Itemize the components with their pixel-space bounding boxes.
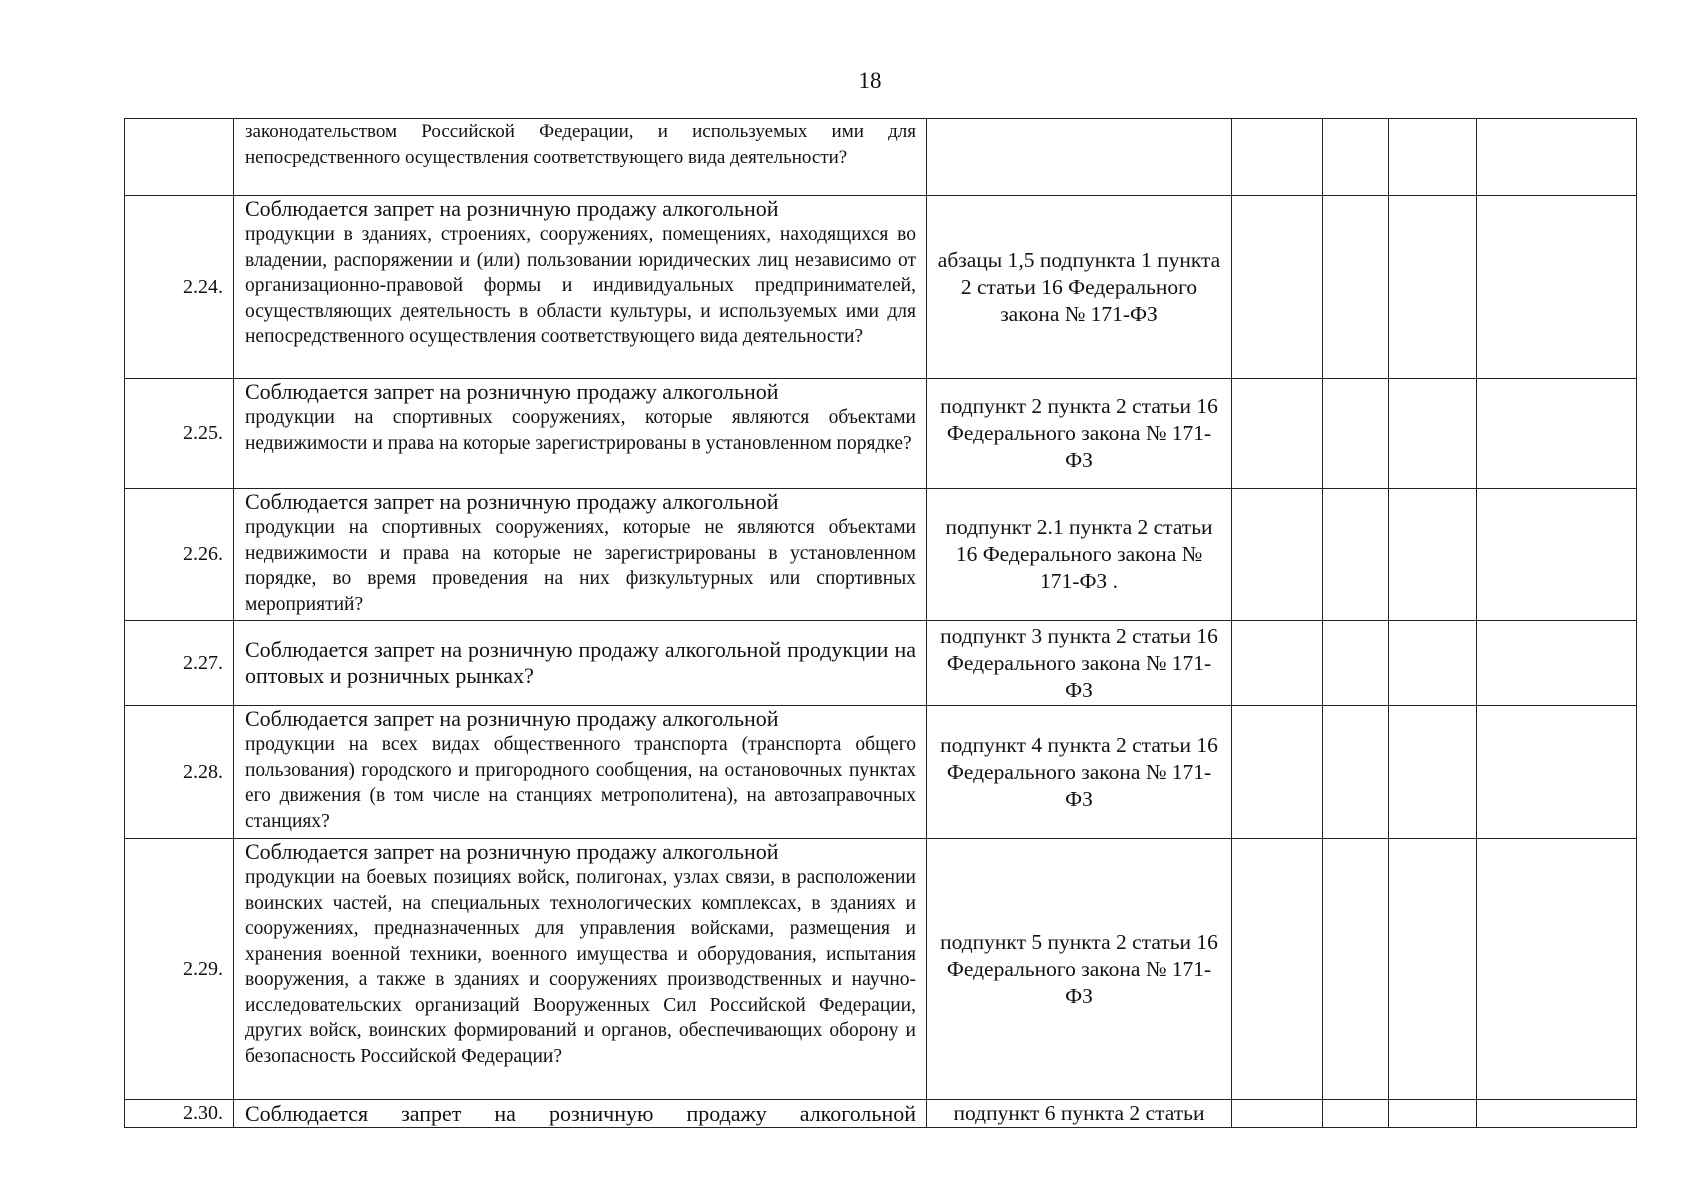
answer-cell[interactable] — [1389, 621, 1477, 706]
question-cell — [234, 1100, 927, 1128]
question-text: продукции на спортивных сооружениях, которые являются объектами недвижимости и права на которые зарегистрированы в установленном порядке? — [245, 407, 916, 454]
table-row — [125, 196, 1637, 379]
answer-cell[interactable] — [1323, 379, 1389, 489]
answer-cell[interactable] — [1477, 379, 1637, 489]
answer-cell[interactable] — [1477, 196, 1637, 379]
row-number: 2.30. — [125, 1100, 234, 1128]
answer-cell[interactable] — [1323, 1100, 1389, 1128]
answer-cell[interactable] — [1389, 119, 1477, 196]
answer-cell[interactable] — [1323, 839, 1389, 1100]
answer-cell[interactable] — [1323, 706, 1389, 839]
answer-cell[interactable] — [1232, 196, 1323, 379]
table-row — [125, 839, 1637, 1100]
answer-cell[interactable] — [1477, 621, 1637, 706]
answer-cell[interactable] — [1323, 489, 1389, 621]
table-row — [125, 706, 1637, 839]
answer-cell[interactable] — [1232, 119, 1323, 196]
answer-cell[interactable] — [1232, 621, 1323, 706]
question-cell — [234, 706, 927, 839]
question-text: продукции в зданиях, строениях, сооружениях, помещениях, находящихся во владении, распоряжении и (или) пользовании юридических лиц независимо от организационно-правовой формы и индивидуальных предпринимателей, осуществляющих деятельность в области культуры, и используемых ими для непосредственного осуществления соответствующего вида деятельности? — [245, 224, 916, 347]
answer-cell[interactable] — [1232, 489, 1323, 621]
answer-cell[interactable] — [1323, 119, 1389, 196]
answer-cell[interactable] — [1389, 839, 1477, 1100]
question-cell — [234, 489, 927, 621]
answer-cell[interactable] — [1232, 379, 1323, 489]
reference-cell: подпункт 4 пункта 2 статьи 16 Федерального закона № 171-ФЗ — [927, 706, 1232, 839]
answer-cell[interactable] — [1323, 621, 1389, 706]
reference-cell: подпункт 2 пункта 2 статьи 16 Федерального закона № 171-ФЗ — [927, 379, 1232, 489]
question-cell — [234, 621, 927, 706]
question-cell — [234, 379, 927, 489]
answer-cell[interactable] — [1389, 706, 1477, 839]
table-row — [125, 379, 1637, 489]
question-lead: Соблюдается запрет на розничную продажу алкогольной продукции на оптовых и розничных рынках? — [245, 637, 916, 688]
answer-cell[interactable] — [1477, 706, 1637, 839]
table-row — [125, 489, 1637, 621]
question-lead: Соблюдается запрет на розничную продажу алкогольной — [245, 196, 779, 221]
question-text: законодательством Российской Федерации, и используемых ими для непосредственного осуществления соответствующего вида деятельности? — [245, 121, 916, 168]
answer-cell[interactable] — [1389, 489, 1477, 621]
row-number: 2.27. — [125, 621, 234, 706]
reference-cell: подпункт 2.1 пункта 2 статьи 16 Федерального закона № 171-ФЗ . — [927, 489, 1232, 621]
question-cell — [234, 839, 927, 1100]
question-text: продукции на всех видах общественного транспорта (транспорта общего пользования) городского и пригородного сообщения, на остановочных пунктах его движения (в том числе на станциях метрополитена), на автозаправочных станциях? — [245, 734, 916, 832]
row-number: 2.25. — [125, 379, 234, 489]
answer-cell[interactable] — [1323, 196, 1389, 379]
reference-cell: подпункт 5 пункта 2 статьи 16 Федерального закона № 171-ФЗ — [927, 839, 1232, 1100]
answer-cell[interactable] — [1389, 379, 1477, 489]
answer-cell[interactable] — [1477, 839, 1637, 1100]
table-row — [125, 621, 1637, 706]
question-text: продукции на боевых позициях войск, полигонах, узлах связи, в расположении воинских частей, на специальных технологических комплексах, в зданиях и сооружениях, предназначенных для управления войсками, размещения и хранения военной техники, военного имущества и оборудования, испытания вооружения, а также в зданиях и сооружениях производственных и научно-исследовательских организаций Вооруженных Сил Российской Федерации, других войск, воинских формирований и органов, обеспечивающих оборону и безопасность Российской Федерации? — [245, 867, 916, 1067]
question-lead: Соблюдается запрет на розничную продажу алкогольной — [245, 839, 779, 864]
answer-cell[interactable] — [1477, 119, 1637, 196]
row-number: 2.28. — [125, 706, 234, 839]
answer-cell[interactable] — [1389, 1100, 1477, 1128]
page-number: 18 — [858, 68, 882, 93]
answer-cell[interactable] — [1232, 706, 1323, 839]
row-number: 2.26. — [125, 489, 234, 621]
table-row — [125, 1100, 1637, 1128]
question-cell — [234, 196, 927, 379]
table-row — [125, 119, 1637, 196]
question-lead: Соблюдается запрет на розничную продажу алкогольной — [245, 379, 779, 404]
reference-cell — [927, 119, 1232, 196]
answer-cell[interactable] — [1477, 1100, 1637, 1128]
question-lead: Соблюдается запрет на розничную продажу алкогольной — [245, 1100, 916, 1126]
row-number — [125, 119, 234, 196]
row-number: 2.29. — [125, 839, 234, 1100]
answer-cell[interactable] — [1232, 839, 1323, 1100]
question-lead: Соблюдается запрет на розничную продажу алкогольной — [245, 489, 779, 514]
row-number: 2.24. — [125, 196, 234, 379]
reference-cell: абзацы 1,5 подпункта 1 пункта 2 статьи 16 Федерального закона № 171-ФЗ — [927, 196, 1232, 379]
question-text: продукции на спортивных сооружениях, которые не являются объектами недвижимости и права на которые не зарегистрированы в установленном порядке, во время проведения на них физкультурных или спортивных мероприятий? — [245, 517, 916, 615]
reference-cell: подпункт 6 пункта 2 статьи — [927, 1100, 1232, 1128]
answer-cell[interactable] — [1232, 1100, 1323, 1128]
question-lead: Соблюдается запрет на розничную продажу алкогольной — [245, 706, 779, 731]
reference-cell: подпункт 3 пункта 2 статьи 16 Федерального закона № 171-ФЗ — [927, 621, 1232, 706]
checklist-table — [124, 118, 1637, 1128]
answer-cell[interactable] — [1389, 196, 1477, 379]
question-cell — [234, 119, 927, 196]
answer-cell[interactable] — [1477, 489, 1637, 621]
